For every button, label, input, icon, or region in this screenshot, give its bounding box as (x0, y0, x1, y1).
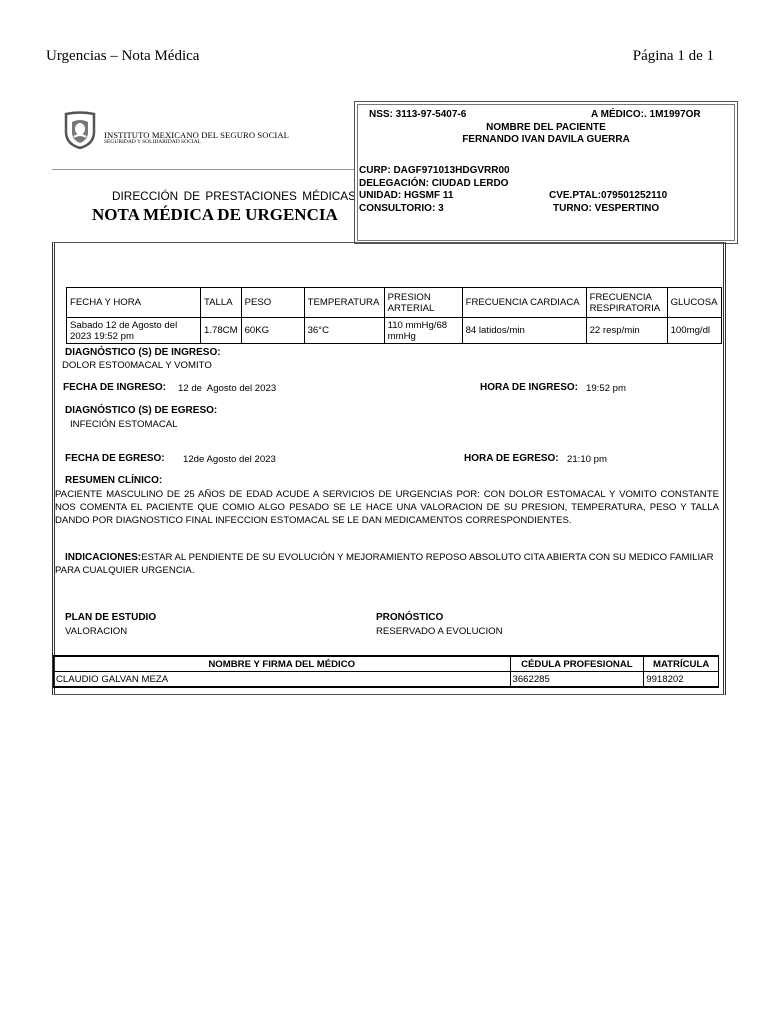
vitals-value-cell: 22 resp/min (586, 318, 667, 344)
patient-name-label: NOMBRE DEL PACIENTE (486, 122, 606, 133)
institution-name: INSTITUTO MEXICANO DEL SEGURO SOCIAL (104, 130, 290, 140)
document-title: NOTA MÉDICA DE URGENCIA (92, 205, 338, 224)
vitals-value-cell: Sabado 12 de Agosto del 2023 19:52 pm (67, 318, 201, 344)
indicaciones-text: ESTAR AL PENDIENTE DE SU EVOLUCIÓN Y MEJORAMIENTO REPOSO ABSOLUTO CITA ABIERTA CON SU MEDICO FAMILIAR PARA CUALQUIER URGENCIA. (55, 552, 714, 576)
indicaciones-block (55, 551, 719, 577)
fecha-egreso-label: FECHA DE EGRESO: (65, 453, 165, 464)
dx-ingreso-label: DIAGNÓSTICO (S) DE INGRESO: (65, 347, 221, 358)
vitals-header-row (67, 288, 722, 318)
consultorio: CONSULTORIO: 3 (359, 203, 444, 214)
plan-value: VALORACION (65, 626, 128, 637)
hora-egreso-value: 21:10 pm (567, 454, 608, 465)
vitals-header-cell: GLUCOSA (667, 288, 721, 318)
signature-table (53, 655, 719, 688)
signature-header-row (54, 656, 719, 672)
vitals-header-cell: TALLA (201, 288, 242, 318)
vitals-header-cell: FECHA Y HORA (67, 288, 201, 318)
cve-ptal: CVE.PTAL:079501252110 (549, 190, 668, 201)
turno: TURNO: VESPERTINO (553, 203, 660, 214)
hora-ingreso-value: 19:52 pm (586, 383, 627, 394)
vitals-value-cell: 60KG (241, 318, 304, 344)
vitals-value-cell: 36°C (304, 318, 384, 344)
signature-header-cell: MATRÍCULA (644, 656, 719, 672)
vitals-value-cell: 84 latidos/min (462, 318, 586, 344)
signature-value-cell: CLAUDIO GALVAN MEZA (54, 672, 511, 688)
signature-header-cell: NOMBRE Y FIRMA DEL MÉDICO (54, 656, 511, 672)
vitals-header-cell: PRESION ARTERIAL (384, 288, 462, 318)
vitals-value-cell: 1.78CM (201, 318, 242, 344)
page-header-title: Urgencias – Nota Médica (46, 48, 200, 64)
dx-egreso-value: INFECIÓN ESTOMACAL (70, 419, 178, 430)
pronostico-label: PRONÓSTICO (376, 612, 444, 623)
fecha-egreso-value: 12de Agosto del 2023 (183, 454, 276, 465)
signature-header-cell: CÉDULA PROFESIONAL (510, 656, 644, 672)
hora-egreso-label: HORA DE EGRESO: (464, 453, 559, 464)
curp: CURP: DAGF971013HDGVRR00 (359, 165, 510, 176)
vitals-header-cell: PESO (241, 288, 304, 318)
signature-value-cell: 3662285 (510, 672, 644, 688)
a-medico: A MÉDICO:. 1M1997OR (591, 109, 701, 120)
dx-egreso-label: DIAGNÓSTICO (S) DE EGRESO: (65, 405, 218, 416)
vitals-header-cell: FRECUENCIA CARDIACA (462, 288, 586, 318)
pronostico-value: RESERVADO A EVOLUCION (376, 626, 503, 637)
header-divider (52, 169, 356, 170)
imss-logo (60, 110, 100, 150)
unidad: UNIDAD: HGSMF 11 (359, 190, 454, 201)
fecha-ingreso-label: FECHA DE INGRESO: (63, 382, 166, 393)
dx-ingreso-value: DOLOR ESTO0MACAL Y VOMITO (62, 360, 212, 371)
resumen-label: RESUMEN CLÍNICO: (65, 475, 163, 486)
vitals-value-row (67, 318, 722, 344)
vitals-header-cell: FRECUENCIA RESPIRATORIA (586, 288, 667, 318)
institution-tagline: SEGURIDAD Y SOLIDARIDAD SOCIAL (104, 139, 201, 145)
signature-value-row (54, 672, 719, 688)
delegacion: DELEGACIÓN: CIUDAD LERDO (359, 178, 509, 189)
vitals-table (66, 287, 722, 344)
vitals-header-cell: TEMPERATURA (304, 288, 384, 318)
vitals-value-cell: 100mg/dl (667, 318, 721, 344)
indicaciones-label: INDICACIONES: (65, 552, 142, 563)
signature-value-cell: 9918202 (644, 672, 719, 688)
direccion-text: DIRECCIÓN DE PRESTACIONES MÉDICAS (112, 189, 356, 203)
resumen-text: PACIENTE MASCULINO DE 25 AÑOS DE EDAD ACUDE A SERVICIOS DE URGENCIAS POR: CON DOLOR ESTOMACAL Y VOMITO CONSTANTE NOS COMENTA EL PACIENTE QUE COMIO ALGO PESADO SE LE HACE UNA VALORACION DE SU PRESION, TEMPERATURA, PESO Y TALLA DANDO POR DIAGNOSTICO FINAL INFECCION ESTOMACAL SE LE DAN MEDICAMENTOS CORRESPONDIENTES. (55, 489, 719, 526)
fecha-ingreso-value: 12 de Agosto del 2023 (178, 383, 277, 394)
patient-info-box (354, 101, 738, 244)
page-number: Página 1 de 1 (632, 48, 714, 64)
plan-label: PLAN DE ESTUDIO (65, 612, 157, 623)
nss: NSS: 3113-97-5407-6 (369, 109, 467, 120)
vitals-value-cell: 110 mmHg/68 mmHg (384, 318, 462, 344)
hora-ingreso-label: HORA DE INGRESO: (480, 382, 578, 393)
patient-name: FERNANDO IVAN DAVILA GUERRA (462, 134, 630, 145)
imss-logo-icon (60, 110, 100, 150)
